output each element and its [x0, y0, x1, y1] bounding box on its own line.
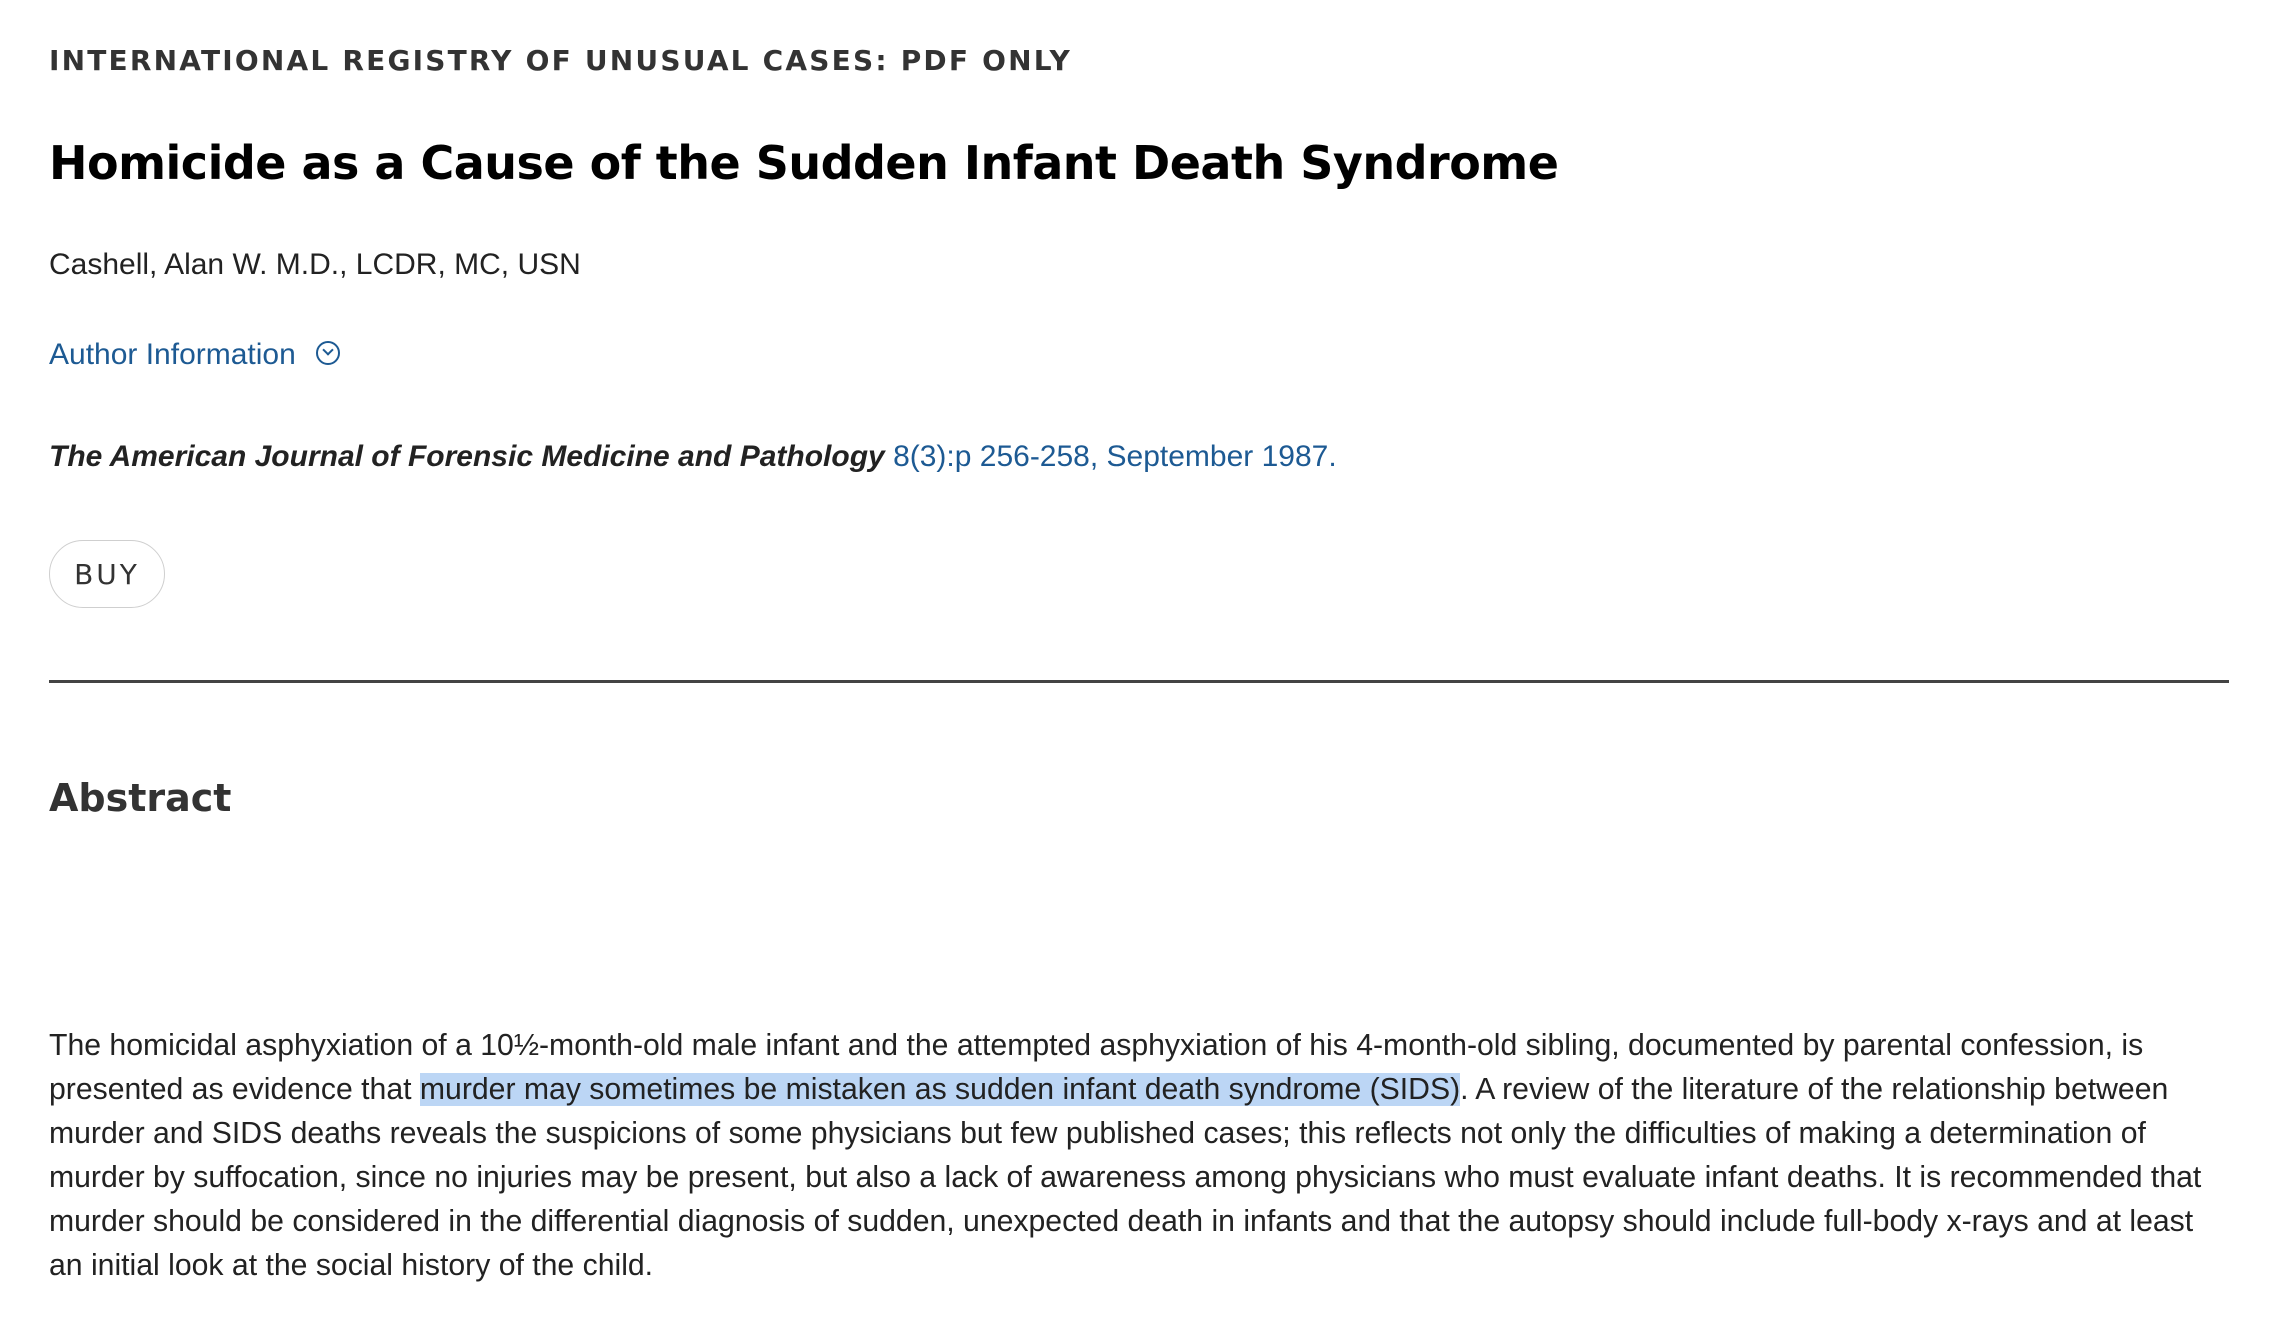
selected-text-highlight: murder may sometimes be mistaken as sudden infant death syndrome (SIDS) [419, 1073, 1461, 1106]
author-list[interactable]: Cashell, Alan W. M.D., LCDR, MC, USN [49, 248, 581, 281]
abstract-text-part: . A review of the literature of the relationship between murder and SIDS deaths reveals the suspicions of some physicians but few published cases; this reflects not only the difficulties of making a determination of murder by suffocation, since no injuries may be present, but also a lack of awareness among physicians who must evaluate infant deaths. It is recommended that murder should be considered in the differential diagnosis of sudden, unexpected death in infants and that the autopsy should include full-body x-rays and at least an initial look at the social history of the child. [49, 1073, 2202, 1282]
author-information-toggle[interactable] [49, 338, 340, 372]
citation [49, 440, 1337, 474]
article-title: Homicide as a Cause of the Sudden Infant Death Syndrome [49, 136, 1559, 190]
section-label: INTERNATIONAL REGISTRY OF UNUSUAL CASES: PDF ONLY [49, 44, 1072, 77]
abstract-text-part: The homicidal asphyxiation of a 10½-month-old male infant and the attempted asphyxiation of his 4-month-old sibling, documented by parental confession, is presented as evidence that [49, 1029, 2144, 1106]
abstract-text [49, 1024, 2229, 1288]
abstract-heading: Abstract [49, 776, 232, 820]
buy-button[interactable]: BUY [49, 540, 165, 608]
section-divider [49, 680, 2229, 683]
issue-link[interactable]: 8(3):p 256-258, September 1987. [893, 440, 1337, 473]
journal-name: The American Journal of Forensic Medicine and Pathology [49, 440, 885, 473]
author-information-label: Author Information [49, 338, 296, 371]
chevron-down-circle-icon [316, 341, 340, 365]
